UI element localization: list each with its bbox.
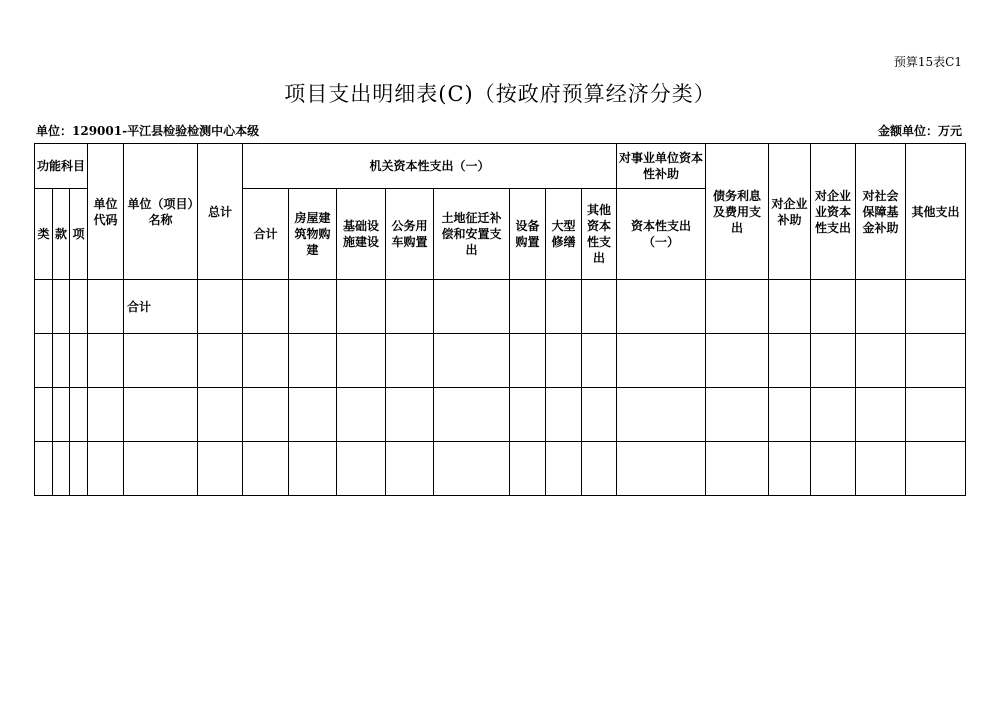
table-cell bbox=[811, 280, 856, 334]
header-row-1 bbox=[35, 144, 966, 189]
table-cell bbox=[53, 334, 70, 388]
table-cell bbox=[198, 334, 243, 388]
table-row bbox=[35, 334, 966, 388]
table-cell bbox=[546, 280, 582, 334]
table-cell bbox=[769, 280, 811, 334]
debt-interest-header: 债务利息及费用支出 bbox=[706, 144, 769, 280]
table-cell bbox=[434, 334, 510, 388]
equipment-header: 设备购置 bbox=[510, 189, 546, 280]
land-compensation-header: 土地征迁补偿和安置支出 bbox=[434, 189, 510, 280]
table-cell bbox=[617, 388, 706, 442]
table-cell bbox=[53, 442, 70, 496]
agency-subtotal-header: 合计 bbox=[243, 189, 289, 280]
table-cell bbox=[617, 334, 706, 388]
lei-header: 类 bbox=[35, 189, 53, 280]
page-title: 项目支出明细表(C)（按政府预算经济分类） bbox=[284, 82, 716, 106]
amount-unit-label: 金额单位：万元 bbox=[877, 124, 962, 138]
table-cell bbox=[434, 442, 510, 496]
table-cell bbox=[243, 442, 289, 496]
table-cell bbox=[546, 334, 582, 388]
infrastructure-header: 基础设施建设 bbox=[337, 189, 386, 280]
unit-label: 单位：129001-平江县检验检测中心本级 bbox=[36, 124, 260, 138]
total-row-label: 合计 bbox=[124, 280, 198, 334]
table-cell bbox=[906, 442, 966, 496]
table-cell bbox=[856, 442, 906, 496]
table-cell bbox=[546, 388, 582, 442]
table-row bbox=[35, 388, 966, 442]
table-cell bbox=[617, 280, 706, 334]
table-cell bbox=[337, 442, 386, 496]
table-cell bbox=[88, 442, 124, 496]
table-cell bbox=[706, 442, 769, 496]
table-cell bbox=[35, 280, 53, 334]
table-cell bbox=[35, 442, 53, 496]
table-cell bbox=[510, 334, 546, 388]
table-cell bbox=[386, 442, 434, 496]
table-cell bbox=[386, 334, 434, 388]
kuan-header: 款 bbox=[53, 189, 70, 280]
table-cell bbox=[35, 334, 53, 388]
table-cell bbox=[124, 442, 198, 496]
table-cell bbox=[811, 334, 856, 388]
table-cell bbox=[198, 442, 243, 496]
table-cell bbox=[582, 442, 617, 496]
table-cell bbox=[88, 334, 124, 388]
table-cell bbox=[434, 388, 510, 442]
table-cell bbox=[811, 388, 856, 442]
table-cell bbox=[617, 442, 706, 496]
building-header: 房屋建筑物购建 bbox=[289, 189, 337, 280]
table-cell bbox=[546, 442, 582, 496]
table-cell bbox=[386, 280, 434, 334]
table-cell bbox=[337, 388, 386, 442]
form-code: 预算15表C1 bbox=[893, 55, 962, 69]
total-header: 总计 bbox=[198, 144, 243, 280]
enterprise-capital-header: 对企业业资本性支出 bbox=[811, 144, 856, 280]
table-cell bbox=[337, 334, 386, 388]
table-cell bbox=[582, 334, 617, 388]
functional-subject-header: 功能科目 bbox=[35, 144, 88, 189]
table-cell bbox=[906, 388, 966, 442]
table-cell bbox=[906, 280, 966, 334]
table-cell bbox=[70, 442, 88, 496]
table-cell bbox=[70, 280, 88, 334]
public-capital-sub-header: 资本性支出（一） bbox=[617, 189, 706, 280]
table-cell bbox=[243, 388, 289, 442]
table-cell bbox=[510, 280, 546, 334]
social-security-header: 对社会保障基金补助 bbox=[856, 144, 906, 280]
table-cell bbox=[88, 280, 124, 334]
table-cell bbox=[289, 334, 337, 388]
unit-name-header: 单位（项目）名称 bbox=[124, 144, 198, 280]
table-cell bbox=[811, 442, 856, 496]
table-cell bbox=[856, 280, 906, 334]
table-cell bbox=[386, 388, 434, 442]
table-cell bbox=[706, 280, 769, 334]
table-cell bbox=[88, 388, 124, 442]
table-cell bbox=[906, 334, 966, 388]
table-cell bbox=[243, 280, 289, 334]
table-cell bbox=[198, 280, 243, 334]
table-cell bbox=[856, 334, 906, 388]
agency-capital-group-header: 机关资本性支出（一） bbox=[243, 144, 617, 189]
table-cell bbox=[53, 280, 70, 334]
table-cell bbox=[856, 388, 906, 442]
table-cell bbox=[510, 442, 546, 496]
table-cell bbox=[35, 388, 53, 442]
major-repair-header: 大型修缮 bbox=[546, 189, 582, 280]
table-cell bbox=[289, 280, 337, 334]
table-cell bbox=[769, 388, 811, 442]
table-cell bbox=[769, 334, 811, 388]
table-cell bbox=[70, 388, 88, 442]
unit-code-header: 单位代码 bbox=[88, 144, 124, 280]
enterprise-subsidy-header: 对企业补助 bbox=[769, 144, 811, 280]
other-capital-header: 其他资本性支出 bbox=[582, 189, 617, 280]
table-cell bbox=[434, 280, 510, 334]
table-cell bbox=[289, 442, 337, 496]
table-cell bbox=[510, 388, 546, 442]
other-expense-header: 其他支出 bbox=[906, 144, 966, 280]
table-cell bbox=[53, 388, 70, 442]
xiang-header: 项 bbox=[70, 189, 88, 280]
table-cell bbox=[706, 334, 769, 388]
vehicle-header: 公务用车购置 bbox=[386, 189, 434, 280]
expense-table bbox=[34, 143, 966, 496]
table-cell bbox=[769, 442, 811, 496]
table-cell bbox=[243, 334, 289, 388]
public-capital-group-header: 对事业单位资本性补助 bbox=[617, 144, 706, 189]
table-cell bbox=[124, 388, 198, 442]
table-cell bbox=[124, 334, 198, 388]
table-cell bbox=[582, 388, 617, 442]
table-cell bbox=[582, 280, 617, 334]
table-row-total bbox=[35, 280, 966, 334]
table-cell bbox=[289, 388, 337, 442]
table-cell bbox=[198, 388, 243, 442]
table-cell bbox=[70, 334, 88, 388]
table-row bbox=[35, 442, 966, 496]
table-cell bbox=[706, 388, 769, 442]
table-cell bbox=[337, 280, 386, 334]
